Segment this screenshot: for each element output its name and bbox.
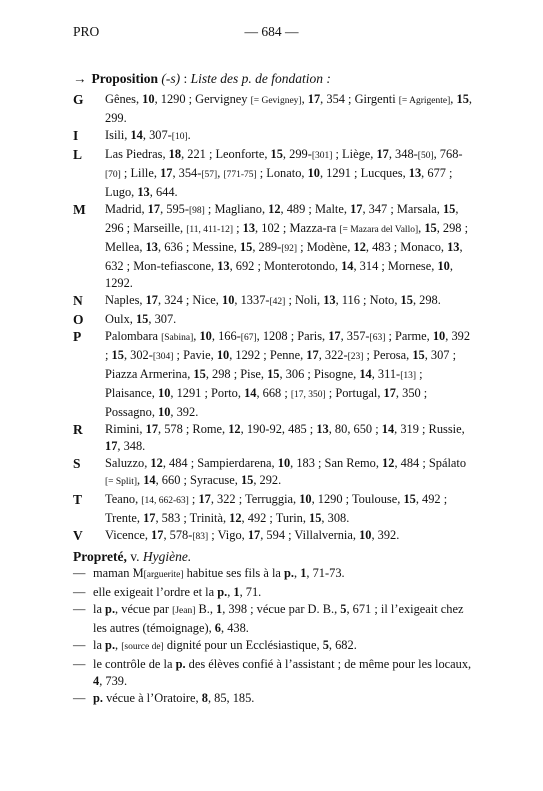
letter-group (73, 311, 475, 328)
letter-group (73, 292, 475, 311)
proprete-entries (73, 565, 475, 707)
group-letter: N (73, 293, 83, 308)
page-number: — 684 — (244, 24, 299, 39)
group-letter: G (73, 92, 84, 107)
group-text: Palombara [Sabina], 10, 166-[67], 1208 ; Paris, 17, 357-[63] ; Parme, 10, 392 ; 15, 302-[304] ; Pavie, 10, 1292 ; Penne, 17, 322-[23] ; Perosa, 15, 307 ; Piazza Armerina, 15, 298 ; Pise, 15, 306 ; Pisogne, 14, 311-[13] ; Plaisance, 10, 1291 ; Porto, 14, 668 ; [17, 350] ; Portugal, 17, 350 ; Possagno, 10, 392. (105, 329, 471, 419)
arrow-icon: → (73, 71, 87, 86)
entry-dash: — (73, 638, 86, 652)
group-letter: S (73, 456, 81, 471)
entry-dash: — (73, 657, 86, 671)
group-text: Vicence, 17, 578-[83] ; Vigo, 17, 594 ; Villalvernia, 10, 392. (105, 528, 400, 542)
letter-group (73, 455, 475, 491)
letter-group (73, 421, 475, 455)
group-text: Teano, [14, 662-63] ; 17, 322 ; Terruggia, 10, 1290 ; Toulouse, 15, 492 ; Trente, 17, 583 ; Trinità, 12, 492 ; Turin, 15, 308. (105, 492, 448, 525)
see-label: v. (130, 549, 140, 564)
letter-group (73, 146, 475, 201)
see-reference: Hygiène. (142, 549, 192, 564)
running-head: PRO (73, 24, 100, 39)
letter-group (73, 127, 475, 146)
group-letter: I (73, 128, 79, 143)
sub-entry (73, 565, 475, 584)
group-letter: R (73, 422, 83, 437)
sub-entry (73, 690, 475, 707)
sub-entry-text: la p., [source de] dignité pour un Ecclésiastique, 5, 682. (93, 638, 357, 652)
entry-dash: — (73, 566, 86, 580)
group-letter: P (73, 329, 82, 344)
entry-title: Proposition (91, 71, 159, 86)
sub-entry-text: maman M[arguerite] habitue ses fils à la p., 1, 71-73. (93, 566, 345, 580)
sub-entry-text: p. vécue à l’Oratoire, 8, 85, 185. (93, 691, 255, 705)
index-body (73, 70, 475, 707)
entry-dash: — (73, 602, 86, 616)
letter-group (73, 91, 475, 127)
sub-entry (73, 584, 475, 601)
group-text: Gênes, 10, 1290 ; Gervigney [= Gevigney], 17, 354 ; Girgenti [= Agrigente], 15, 299. (105, 92, 472, 125)
entry-suffix: (-s) (161, 71, 181, 86)
letter-group (73, 328, 475, 421)
group-text: Madrid, 17, 595-[98] ; Magliano, 12, 489 ; Malte, 17, 347 ; Marsala, 15, 296 ; Marseille, [11, 411-12] ; 13, 102 ; Mazza-ra [= Mazara del Vallo], 15, 298 ; Mellea, 13, 636 ; Messine, 15, 289-[92] ; Modène, 12, 483 ; Monaco, 13, 632 ; Mon-tefiascone, 13, 692 ; Monterotondo, 14, 314 ; Mornese, 10, 1292. (105, 202, 469, 290)
group-letter: V (73, 528, 83, 543)
letter-group (73, 491, 475, 527)
letter-group (73, 201, 475, 292)
group-text: Rimini, 17, 578 ; Rome, 12, 190-92, 485 ; 13, 80, 650 ; 14, 319 ; Russie, 17, 348. (105, 422, 465, 453)
proprete-heading (73, 548, 475, 565)
entry-subtitle: Liste des p. de fondation : (190, 71, 331, 86)
sub-entry (73, 656, 475, 690)
group-letter: O (73, 312, 84, 327)
page-header (73, 24, 470, 42)
letter-group (73, 527, 475, 546)
group-text: Las Piedras, 18, 221 ; Leonforte, 15, 299-[301] ; Liège, 17, 348-[50], 768-[70] ; Lille, 17, 354-[57], [771-75] ; Lonato, 10, 1291 ; Lucques, 13, 677 ; Lugo, 13, 644. (105, 147, 463, 199)
sub-entry (73, 637, 475, 656)
entry-heading: → Proposition (-s) : Liste des p. de fondation : (73, 71, 331, 86)
group-text: Oulx, 15, 307. (105, 312, 177, 326)
group-text: Naples, 17, 324 ; Nice, 10, 1337-[42] ; Noli, 13, 116 ; Noto, 15, 298. (105, 293, 441, 307)
group-letter: T (73, 492, 83, 507)
group-letter: L (73, 147, 83, 162)
sub-entry-text: le contrôle de la p. des élèves confié à l’assistant ; de même pour les locaux, 4, 739. (93, 657, 472, 688)
sub-entry (73, 601, 475, 637)
group-text: Saluzzo, 12, 484 ; Sampierdarena, 10, 183 ; San Remo, 12, 484 ; Spálato [= Split], 14, 660 ; Syracuse, 15, 292. (105, 456, 467, 487)
entry-dash: — (73, 691, 86, 705)
sub-entry-text: elle exigeait l’ordre et la p., 1, 71. (93, 585, 262, 599)
sub-entry-text: la p., vécue par [Jean] B., 1, 398 ; vécue par D. B., 5, 671 ; il l’exigeait chez les autres (témoignage), 6, 438. (93, 602, 464, 635)
letter-groups (73, 91, 475, 546)
group-letter: M (73, 202, 86, 217)
proprete-title: Propreté, (73, 549, 127, 564)
entry-dash: — (73, 585, 86, 599)
group-text: Isili, 14, 307-[10]. (105, 128, 191, 142)
